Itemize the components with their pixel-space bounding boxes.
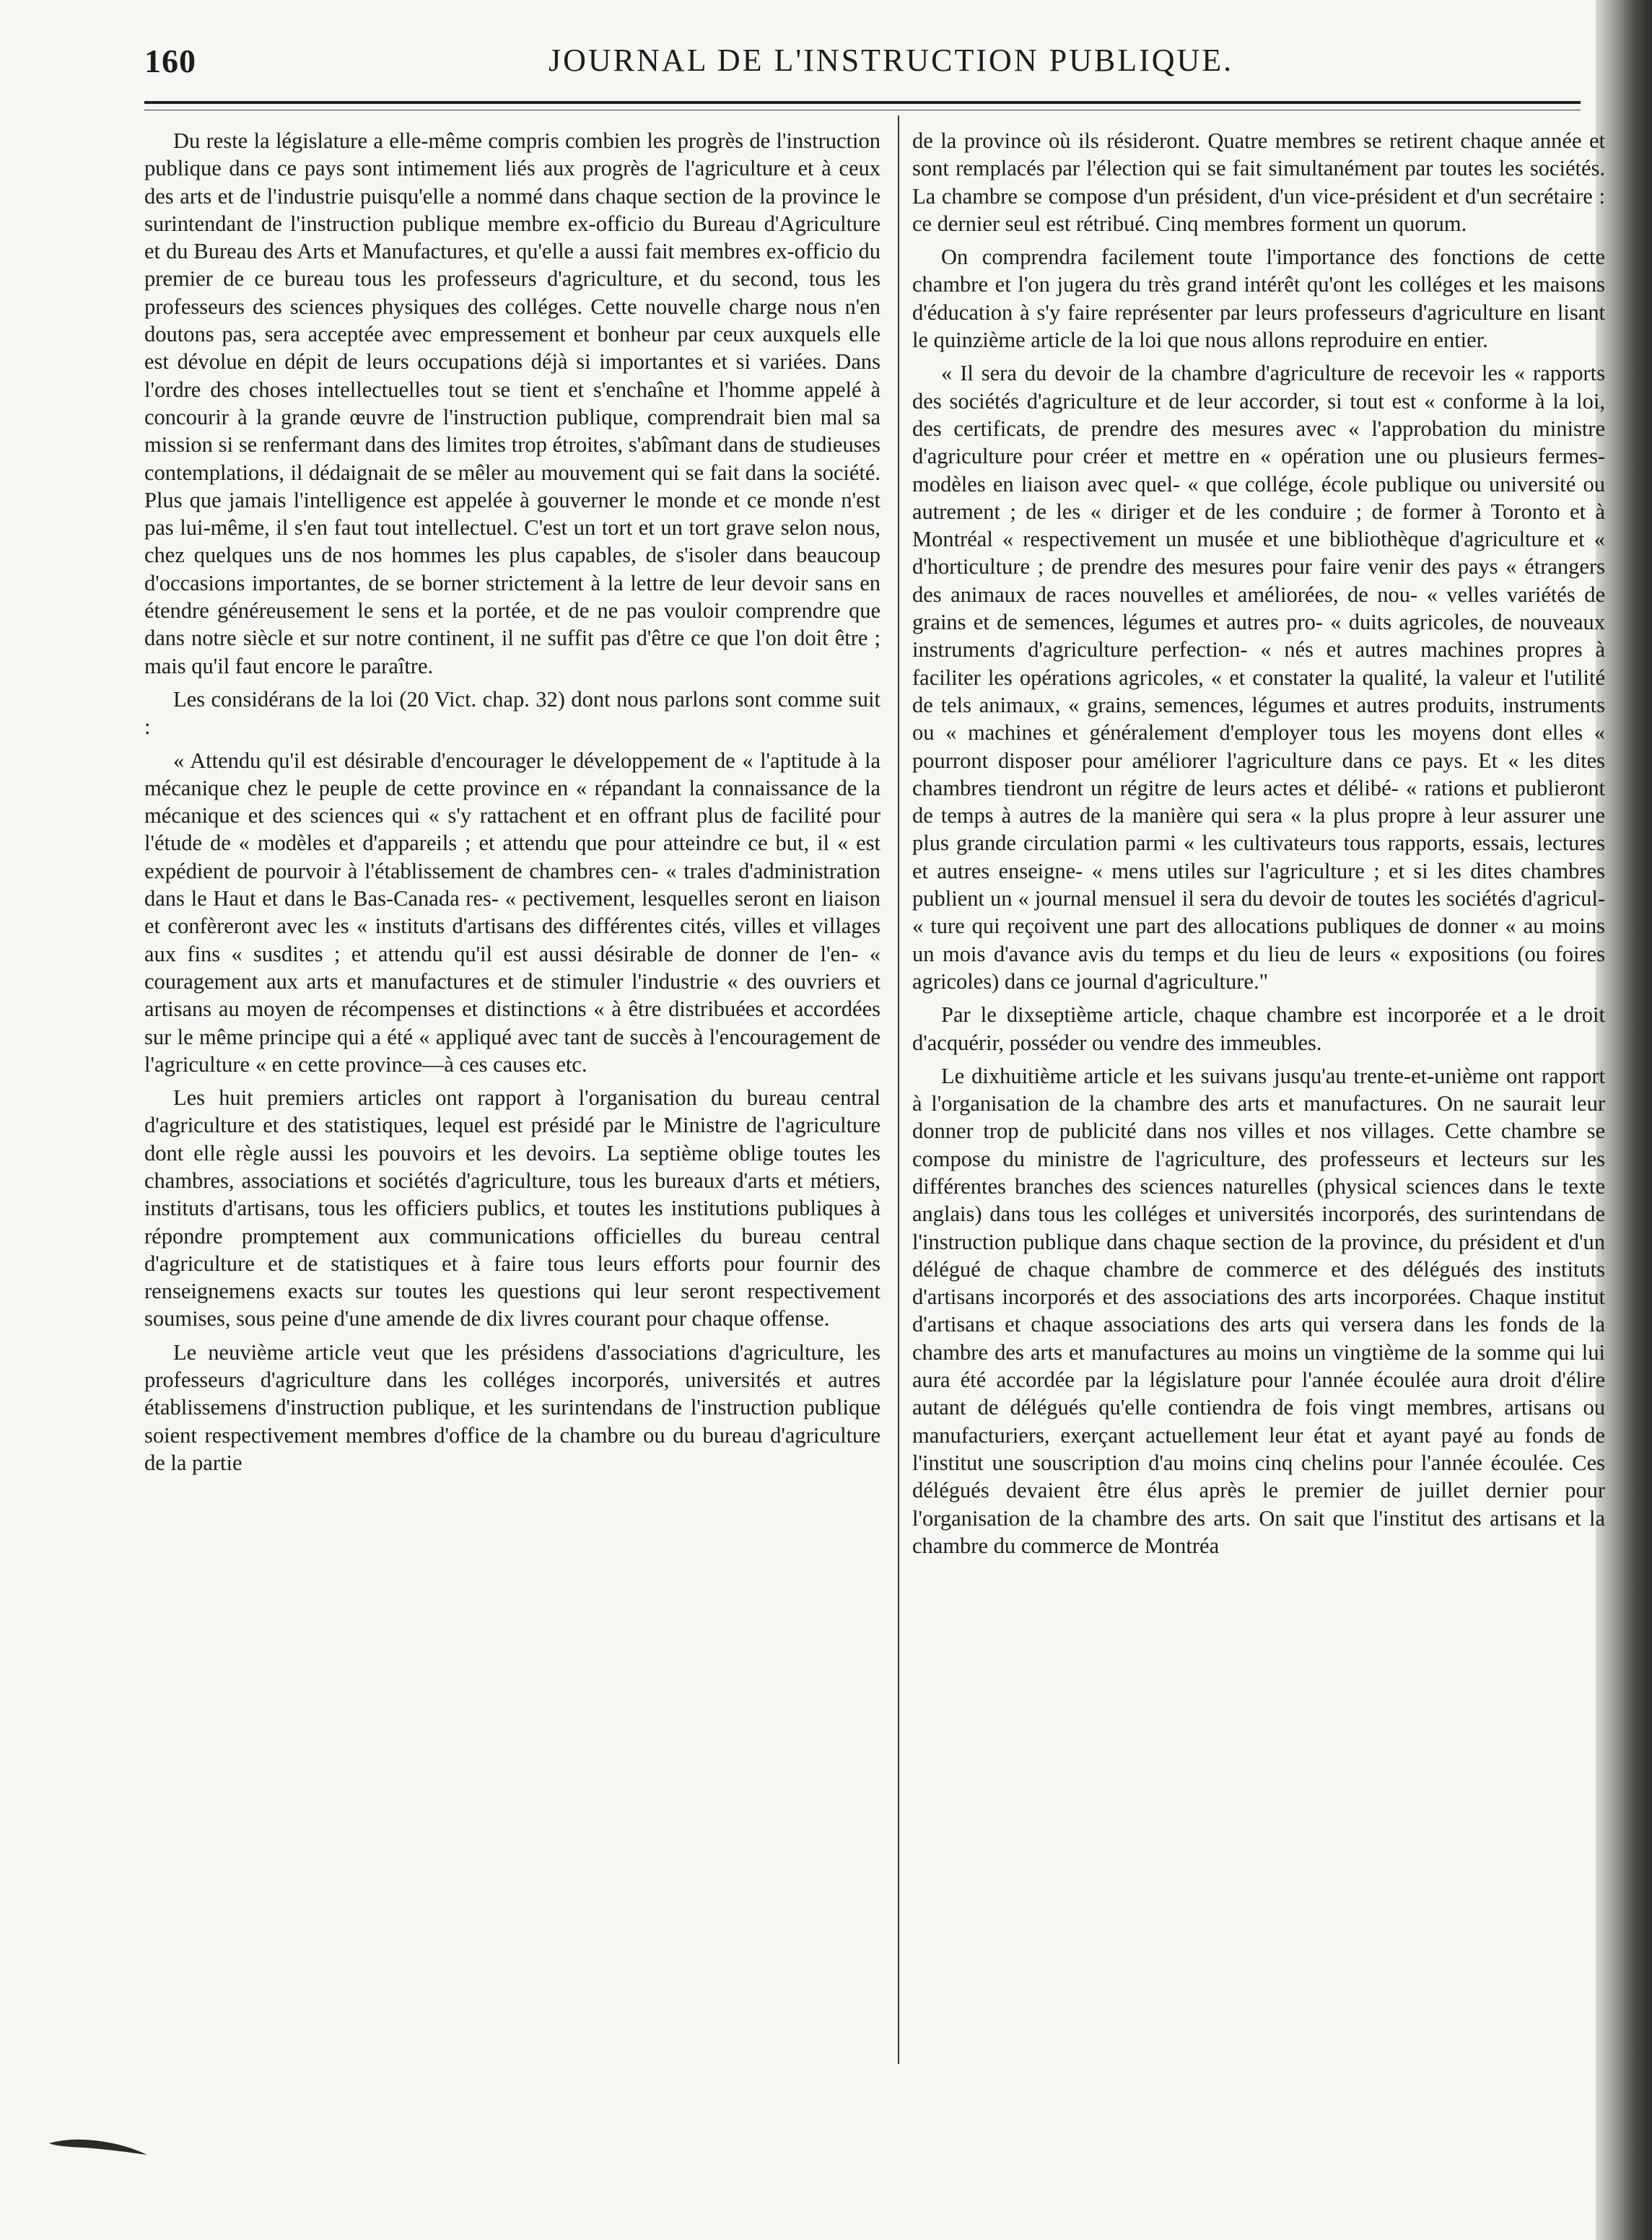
paragraph: Le dixhuitième article et les suivans jusqu'au trente-et-unième ont rapport à l'organisation de la chambre des arts et manufactures. On ne saurait leur donner trop de publicité dans nos villes et nos villages. Cette chambre se compose du ministre de l'agriculture, des professeurs et lecteurs sur les différentes branches des sciences naturelles (physical sciences dans le texte anglais) dans tous les colléges et universités incorporés, des surintendans de l'instruction publique dans chaque section de la province, du président et d'un délégué de chaque chambre de commerce et des délégués des instituts d'artisans incorporés et des associations des arts incorporées. Chaque institut d'artisans et chaque associations des arts qui versera dans les fonds de la chambre des arts et manufactures au moins un vingtième de la somme qui lui aura été accordée par la législature pour l'année écoulée aura droit d'élire autant de délégués qu'elle contiendra de fois vingt membres, artisans ou manufacturiers, exerçant actuellement leur état et ayant payé au fonds de l'institut une souscription d'au moins cinq chelins pour l'année écoulée. Ces délégués devaient être élus après le premier de juillet dernier pour l'organisation de la chambre des arts. On sait que l'institut des artisans et la chambre du commerce de Montréa bbox=[912, 1063, 1605, 1558]
paragraph: Par le dixseptième article, chaque chambre est incorporée et a le droit d'acquérir, posséder ou vendre des immeubles. bbox=[912, 1002, 1605, 1055]
paragraph: On comprendra facilement toute l'importance des fonctions de cette chambre et l'on jugera du très grand intérêt qu'ont les colléges et les maisons d'éducation à s'y faire représenter par leurs professeurs d'agriculture en lisant le quinzième article de la loi que nous allons reproduire en entier. bbox=[912, 245, 1605, 353]
quote-paragraph: « Il sera du devoir de la chambre d'agriculture de recevoir les « rapports des sociétés d'agriculture et de leur accorder, si tout est « conforme à la loi, des certificats, de prendre des mesures avec « l'approbation du ministre d'agriculture pour créer et mettre en « opération une ou plusieurs fermes-modèles en liaison avec quel- « que collége, école publique ou université ou autrement ; de les « diriger et de les conduire ; de former à Toronto et à Montréal « respectivement un musée et une bibliothèque d'agriculture et « d'horticulture ; de prendre des mesures pour faire venir des pays « étrangers des animaux de races nouvelles et améliorées, de nou- « velles variétés de grains et de semences, légumes et autres pro- « duits agricoles, de nouveaux instruments d'agriculture perfection- « nés et autres machines propres à faciliter les opérations agricoles, « et constater la qualité, la valeur et l'utilité de tels animaux, « grains, semences, légumes et autres produits, instruments ou « machines et généralement d'employer tous les moyens dont elles « pourront disposer pour améliorer l'agriculture dans ce pays. Et « les dites chambres tiendront un régitre de leurs actes et délibé- « rations et publieront de temps à autres de la manière qui sera « la plus propre à leur assurer une plus grande circulation parmi « les cultivateurs tous rapports, essais, lectures et autres enseigne- « mens utiles sur l'agriculture ; et si les dites chambres publient un « journal mensuel il sera du devoir de toutes les sociétés d'agricul- « ture qui reçoivent une part des allocations publiques de donner « au moins un mois d'avance avis du temps et du lieu de leurs « expositions (ou foires agricoles) dans ce journal d'agriculture." bbox=[912, 361, 1605, 994]
ink-blot-mark bbox=[48, 2136, 149, 2156]
paragraph: Du reste la législature a elle-même compris combien les progrès de l'instruction publique dans ce pays sont intimement liés aux progrès de l'agriculture et à ceux des arts et de l'industrie puisqu'elle a nommé dans chaque section de la province le surintendant de l'instruction publique membre ex-officio du Bureau d'Agriculture et du Bureau des Arts et Manufactures, et qu'elle a aussi fait membres ex-officio du premier de ce bureau tous les professeurs d'agriculture, et du second, tous les professeurs des sciences physiques des colléges. Cette nouvelle charge nous n'en doutons pas, sera acceptée avec empressement et bonheur par ceux auxquels elle est dévolue en dépit de leurs occupations déjà si importantes et si variées. Dans l'ordre des choses intellectuelles tout se tient et s'enchaîne et l'homme appelé à concourir à la grande œuvre de l'instruction publique, comprendrait bien mal sa mission si se renfermant dans des limites trop étroites, s'abîmant dans de studieuses contemplations, il dédaignait de se mêler au mouvement qui se fait dans la société. Plus que jamais l'intelligence est appelée à gouverner le monde et ce monde n'est pas lui-même, il s'en faut tout intellectuel. C'est un tort et un tort grave selon nous, chez quelques uns de nos hommes les plus capables, de s'isoler dans beaucoup d'occasions importantes, de se borner strictement à la lettre de leur devoir sans en étendre généreusement le sens et la portée, et de ne pas vouloir comprendre que dans notre siècle et sur notre continent, il ne suffit pas d'être ce que l'on doit être ; mais qu'il faut encore le paraître. bbox=[144, 128, 880, 678]
header-rule-thick bbox=[144, 101, 1581, 104]
paragraph: Les huit premiers articles ont rapport à l'organisation du bureau central d'agriculture et des statistiques, lequel est présidé par le Ministre de l'agriculture dont elle règle aussi les pouvoirs et les devoirs. La septième oblige toutes les chambres, associations et sociétés d'agriculture, tous les bureaux d'arts et métiers, instituts d'artisans, tous les officiers publics, et toutes les institutions publiques à répondre promptement aux communications officielles du bureau central d'agriculture et de statistiques et à faire tous leurs efforts pour fournir des renseignemens exacts sur toutes les questions qui leur seront respectivement soumises, sous peine d'une amende de dix livres courant pour chaque offense. bbox=[144, 1085, 880, 1331]
journal-title: JOURNAL DE L'INSTRUCTION PUBLIQUE. bbox=[549, 43, 1234, 78]
left-column bbox=[144, 127, 880, 1476]
page-header bbox=[144, 38, 1581, 88]
paragraph: de la province où ils résideront. Quatre membres se retirent chaque année et sont remplacés par l'élection qui se fait simultanément par toutes les sociétés. La chambre se compose d'un président, d'un vice-président et d'un secrétaire : ce dernier seul est rétribué. Cinq membres forment un quorum. bbox=[912, 128, 1605, 236]
paragraph: Les considérans de la loi (20 Vict. chap. 32) dont nous parlons sont comme suit : bbox=[144, 686, 880, 740]
page-number: 160 bbox=[144, 43, 196, 79]
paragraph: Le neuvième article veut que les présidens d'associations d'agriculture, les professeurs d'agriculture dans les colléges incorporés, universités et autres établissemens d'instruction publique, et les surintendans de l'instruction publique soient respectivement membres d'office de la chambre ou du bureau d'agriculture de la partie bbox=[144, 1339, 880, 1475]
right-column bbox=[912, 127, 1605, 1559]
column-divider bbox=[898, 115, 899, 2064]
quote-paragraph: « Attendu qu'il est désirable d'encourager le développement de « l'aptitude à la mécanique chez le peuple de cette province en « répandant la connaissance de la mécanique et des sciences qui « s'y rattachent et en offrant plus de facilité pour l'étude de « modèles et d'appareils ; et attendu que pour atteindre ce but, il « est expédient de pourvoir à l'établissement de chambres cen- « trales d'administration dans le Haut et dans le Bas-Canada res- « pectivement, lesquelles seront en liaison et confèreront avec les « instituts d'artisans des différentes cités, villes et villages aux fins « susdites ; et attendu qu'il est aussi désirable de donner de l'en- « couragement aux arts et manufactures et de stimuler l'industrie « des ouvriers et artisans au moyen de récompenses et distinctions « à être distribuées et accordées sur le même principe qui a été « appliqué avec tant de succès à l'encouragement de l'agriculture « en cette province—à ces causes etc. bbox=[144, 748, 880, 1077]
